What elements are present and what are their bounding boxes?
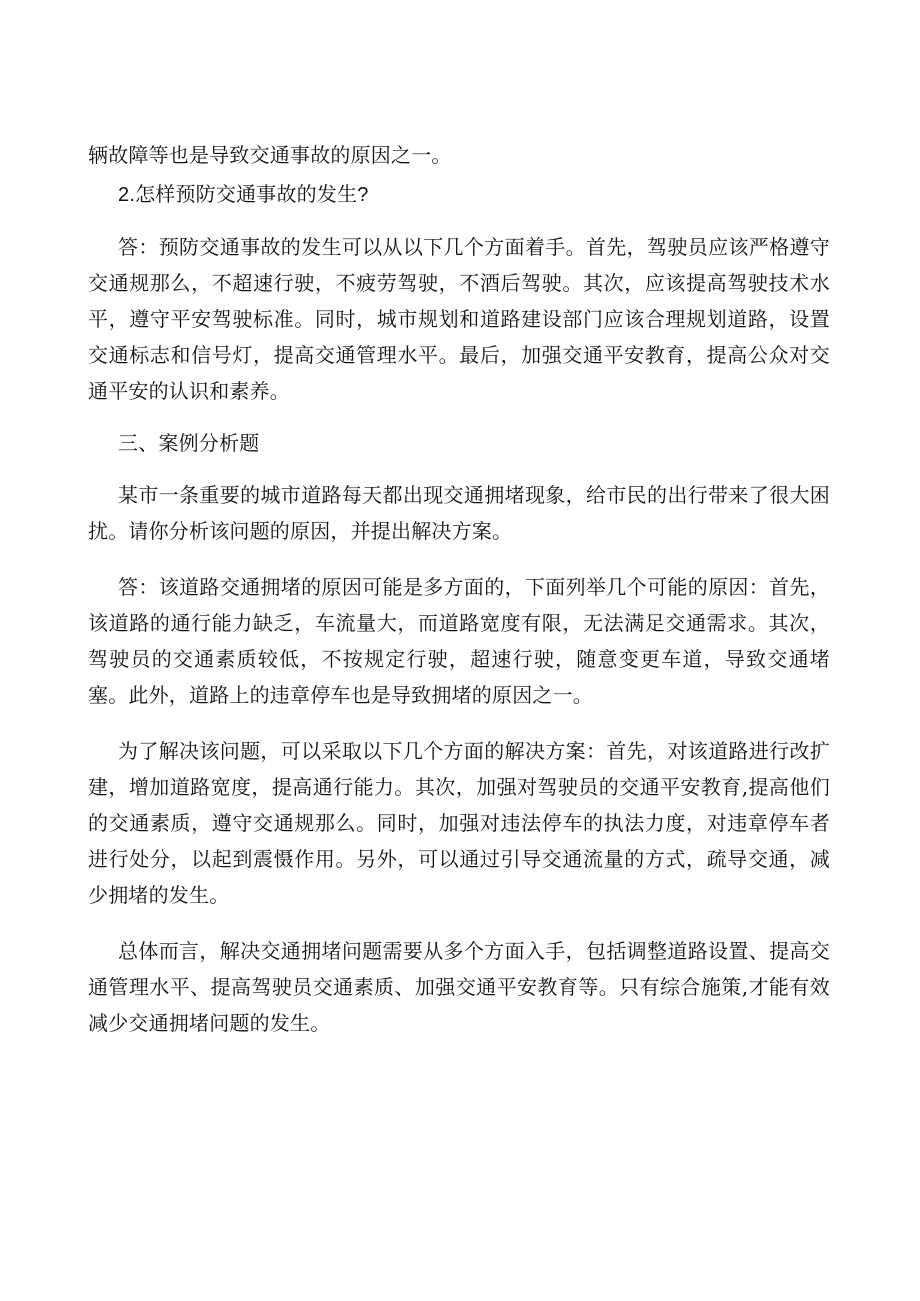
- conclusion-paragraph: 总体而言，解决交通拥堵问题需要从多个方面入手，包括调整道路设置、提高交通管理水平、提高驾驶员交通素质、加强交通平安教育等。只有综合施策,才能有效减少交通拥堵问题的发生。: [88, 939, 830, 1035]
- fragment-paragraph: 辆故障等也是导致交通事故的原因之一。: [88, 143, 452, 167]
- section-3-heading: 三、案例分析题: [118, 431, 260, 455]
- answer-2-paragraph: 答：预防交通事故的发生可以从以下几个方面着手。首先，驾驶员应该严格遵守交通规那么，不超速行驶，不疲劳驾驶，不酒后驾驶。其次，应该提高驾驶技术水平，遵守平安驾驶标准。同时，城市规划和道路建设部门应该合理规划道路，设置交通标志和信号灯，提高交通管理水平。最后，加强交通平安教育，提高公众对交通平安的认识和素养。: [88, 235, 830, 403]
- case-answer-paragraph: 答：该道路交通拥堵的原因可能是多方面的，下面列举几个可能的原因：首先，该道路的通行能力缺乏，车流量大，而道路宽度有限，无法满足交通需求。其次，驾驶员的交通素质较低，不按规定行驶，超速行驶，随意变更车道，导致交通堵塞。此外，道路上的违章停车也是导致拥堵的原因之一。: [88, 575, 830, 707]
- solution-paragraph: 为了解决该问题，可以采取以下几个方面的解决方案：首先，对该道路进行改扩建，增加道路宽度，提高通行能力。其次，加强对驾驶员的交通平安教育,提高他们的交通素质，遵守交通规那么。同时，加强对违法停车的执法力度，对违章停车者进行处分，以起到震慑作用。另外，可以通过引导交通流量的方式，疏导交通，减少拥堵的发生。: [88, 739, 830, 907]
- case-question-paragraph: 某市一条重要的城市道路每天都出现交通拥堵现象，给市民的出行带来了很大困扰。请你分析该问题的原因，并提出解决方案。: [88, 483, 830, 543]
- document-page: [88, 137, 830, 1041]
- question-2-heading: 2.怎样预防交通事故的发生?: [118, 184, 369, 206]
